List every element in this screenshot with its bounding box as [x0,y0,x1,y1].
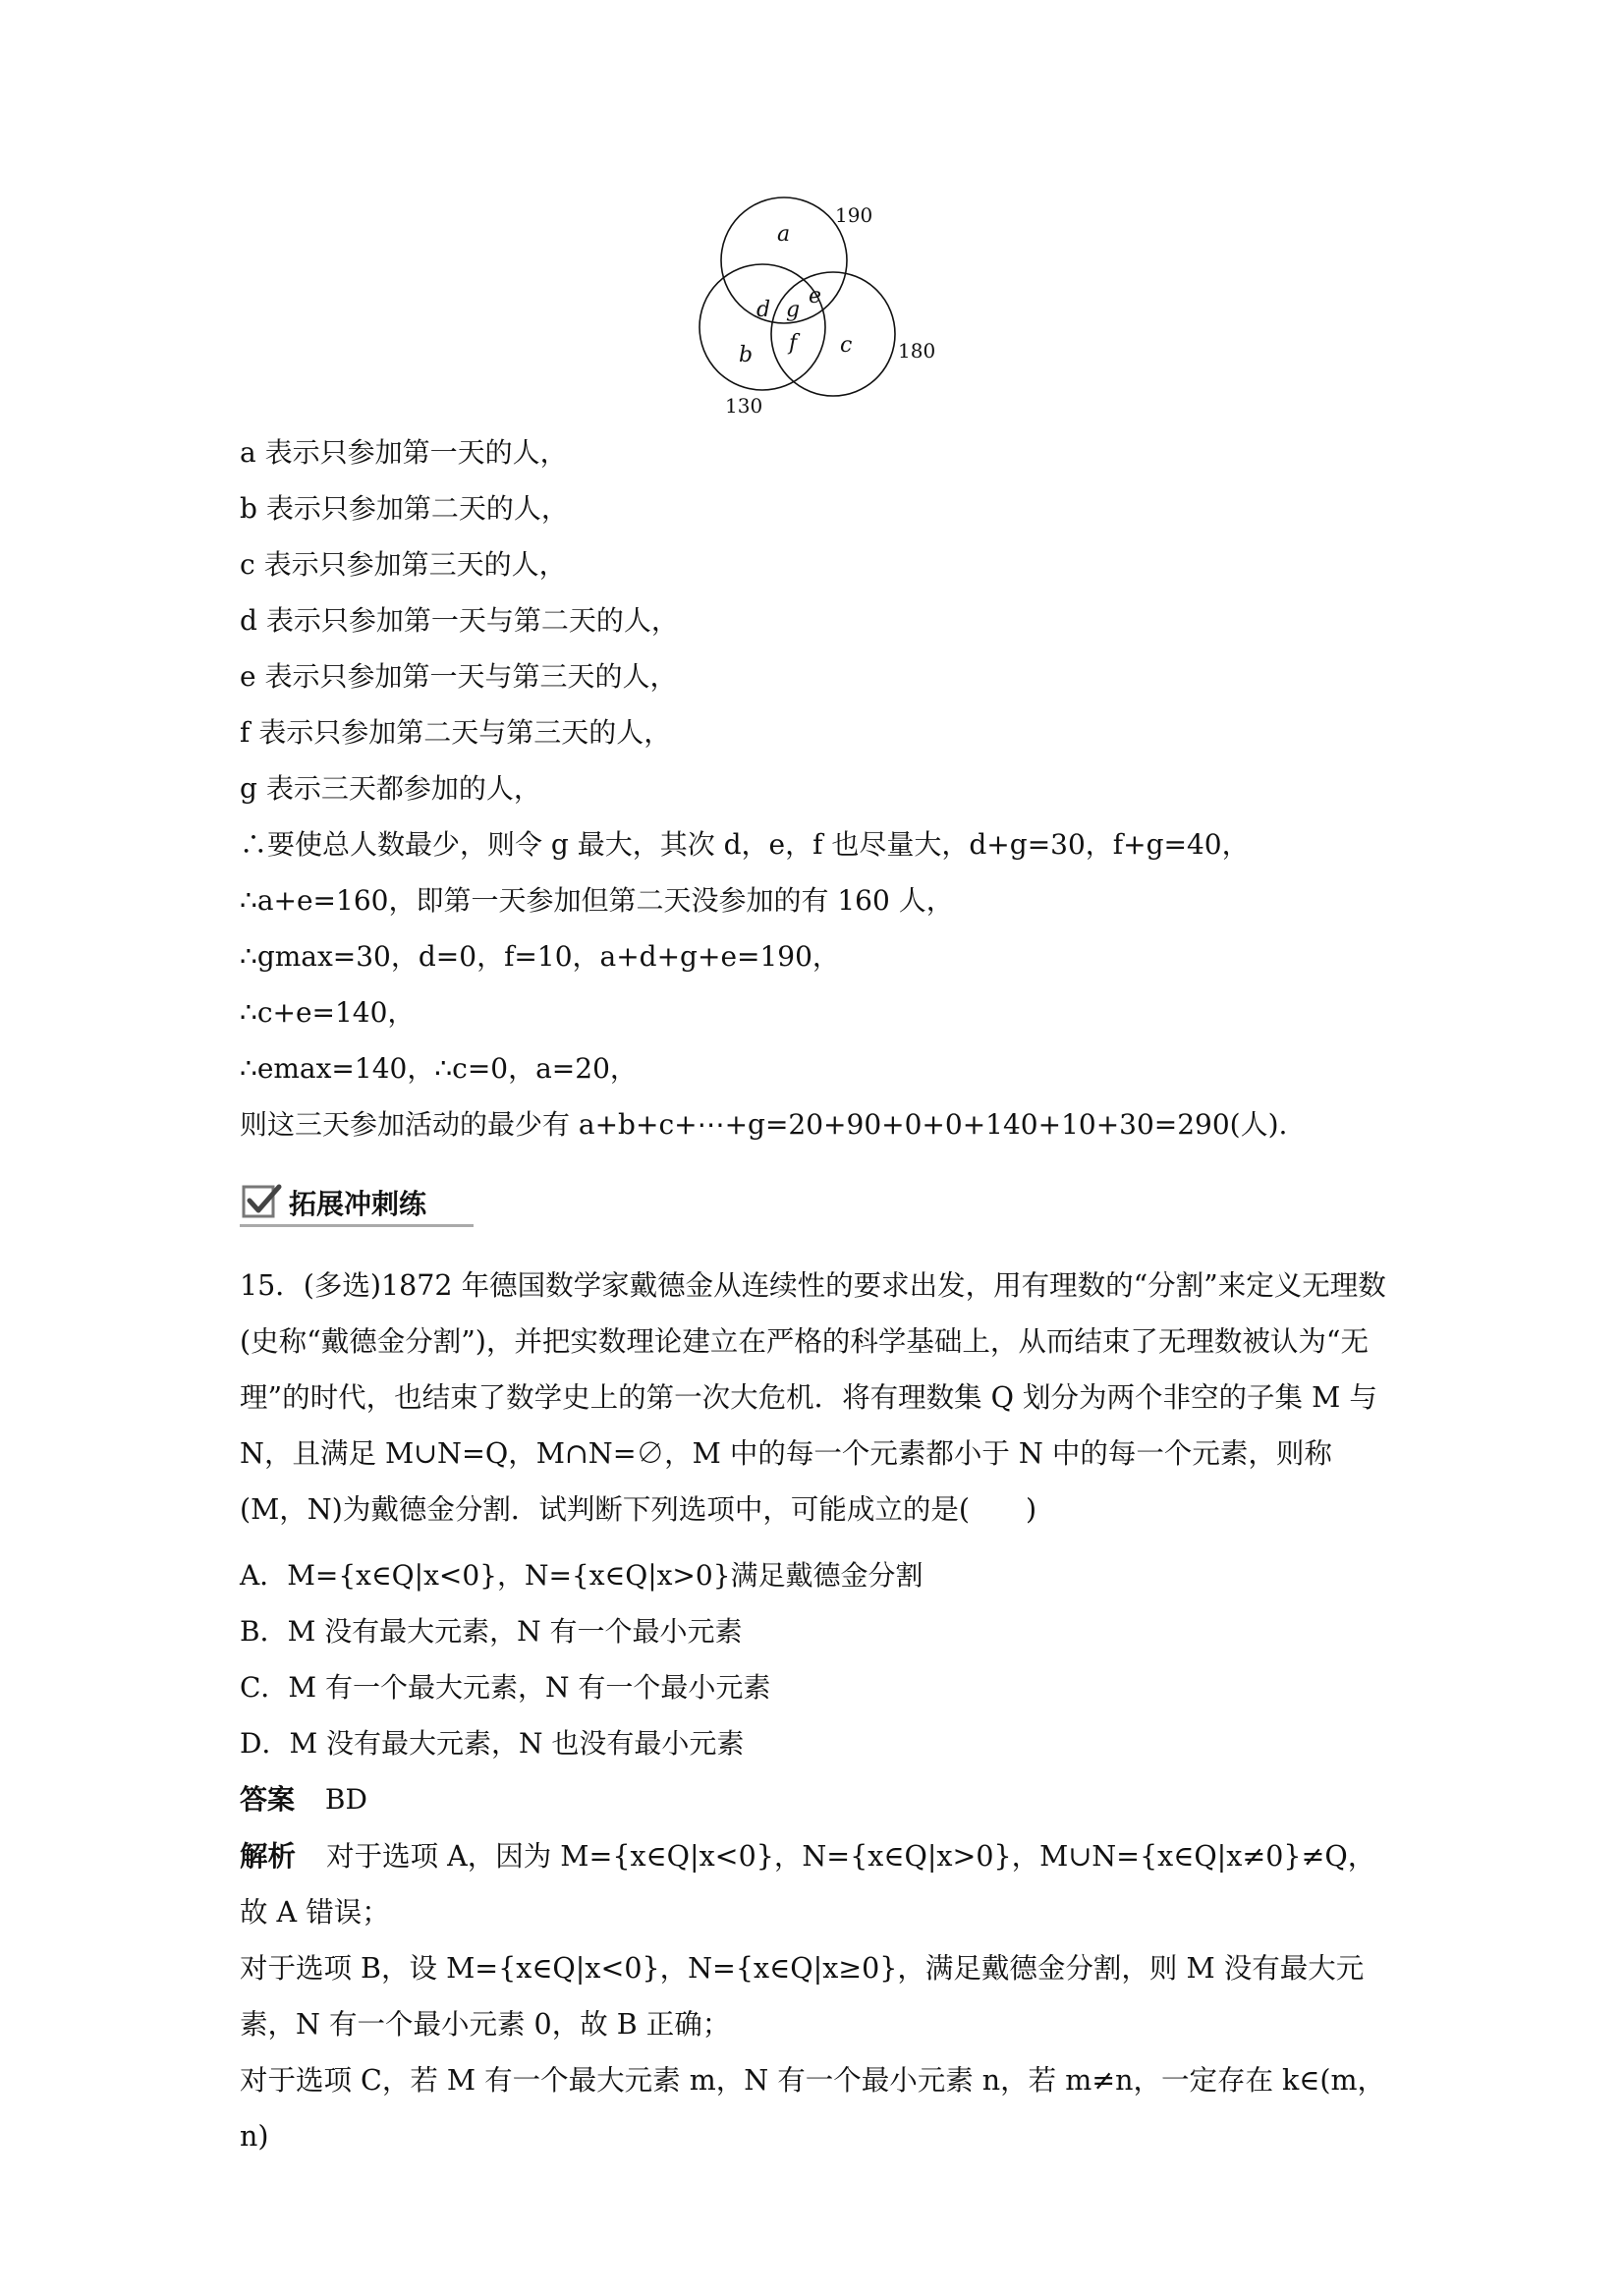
analysis-paragraph-3: 对于选项 C，若 M 有一个最大元素 m，N 有一个最小元素 n，若 m≠n，一定存在 k∈(m，n) [240,2064,1386,2153]
analysis-paragraph-1 [240,1828,1399,1940]
text-line: ∴gmax=30，d=0，f=10，a+d+g+e=190， [240,940,840,973]
analysis-paragraph-2: 对于选项 B，设 M={x∈Q|x<0}，N={x∈Q|x≥0}，满足戴德金分割，则 M 没有最大元素，N 有一个最小元素 0，故 B 正确； [240,1952,1365,2041]
analysis-text-1: 对于选项 A，因为 M={x∈Q|x<0}，N={x∈Q|x>0}，M∪N={x∈Q|x≠0}≠Q，故 A 错误； [240,1840,1376,1929]
region-b-label: b [739,343,754,367]
section-title: 拓展冲刺练 [289,1188,427,1220]
text-line: d 表示只参加第一天与第二天的人， [240,604,679,637]
analysis-label: 解析 [240,1840,297,1873]
option-c: C．M 有一个最大元素，N 有一个最小元素 [240,1671,771,1704]
check-icon [242,1181,285,1224]
region-d-label: d [756,298,771,322]
total-day2: 130 [725,394,763,418]
option-d: D．M 没有最大元素，N 也没有最小元素 [240,1727,745,1760]
option-b: B．M 没有最大元素，N 有一个最小元素 [240,1615,743,1648]
text-line: ∴c+e=140， [240,996,416,1029]
section-underline [240,1224,474,1227]
region-e-label: e [809,284,822,308]
text-line: b 表示只参加第二天的人， [240,492,569,525]
answer-value: BD [324,1783,367,1816]
section-banner [240,1177,476,1228]
region-c-label: c [840,333,853,358]
text-line: ∴emax=140，∴c=0，a=20， [240,1052,638,1085]
text-line: g 表示三天都参加的人， [240,772,541,805]
answer-line [240,1780,367,1820]
region-f-label: f [789,331,798,356]
region-a-label: a [777,222,791,247]
text-line: e 表示只参加第一天与第三天的人， [240,660,678,693]
text-line: c 表示只参加第三天的人， [240,548,567,581]
total-day3: 180 [898,339,936,363]
text-line: a 表示只参加第一天的人， [240,436,568,469]
venn-diagram [688,187,963,422]
region-g-label: g [786,298,801,322]
total-day1: 190 [835,203,873,227]
text-line: ∴a+e=160，即第一天参加但第二天没参加的有 160 人， [240,884,954,917]
problem-statement: 15．(多选)1872 年德国数学家戴德金从连续性的要求出发，用有理数的“分割”来定义无理数(史称“戴德金分割”)，并把实数理论建立在严格的科学基础上，从而结束了无理数被认为“无理”的时代，也结束了数学史上的第一次大危机．将有理数集 Q 划分为两个非空的子集 M 与 N，且满足 M∪N=Q，M∩N=∅，M 中的每一个元素都小于 N 中的每一个元素，则称(M，N)为戴德金分割．试判断下列选项中，可能成立的是( ) [240,1269,1386,1526]
text-line: f 表示只参加第二天与第三天的人， [240,716,672,749]
answer-label: 答案 [240,1783,296,1816]
circle-day2 [700,264,825,390]
circle-day1 [721,197,847,323]
text-line: ∴要使总人数最少，则令 g 最大，其次 d，e，f 也尽量大，d+g=30，f+g=40， [240,828,1250,861]
option-a: A．M={x∈Q|x<0}，N={x∈Q|x>0}满足戴德金分割 [240,1559,923,1592]
text-line: 则这三天参加活动的最少有 a+b+c+⋯+g=20+90+0+0+140+10+30=290(人). [240,1108,1288,1141]
